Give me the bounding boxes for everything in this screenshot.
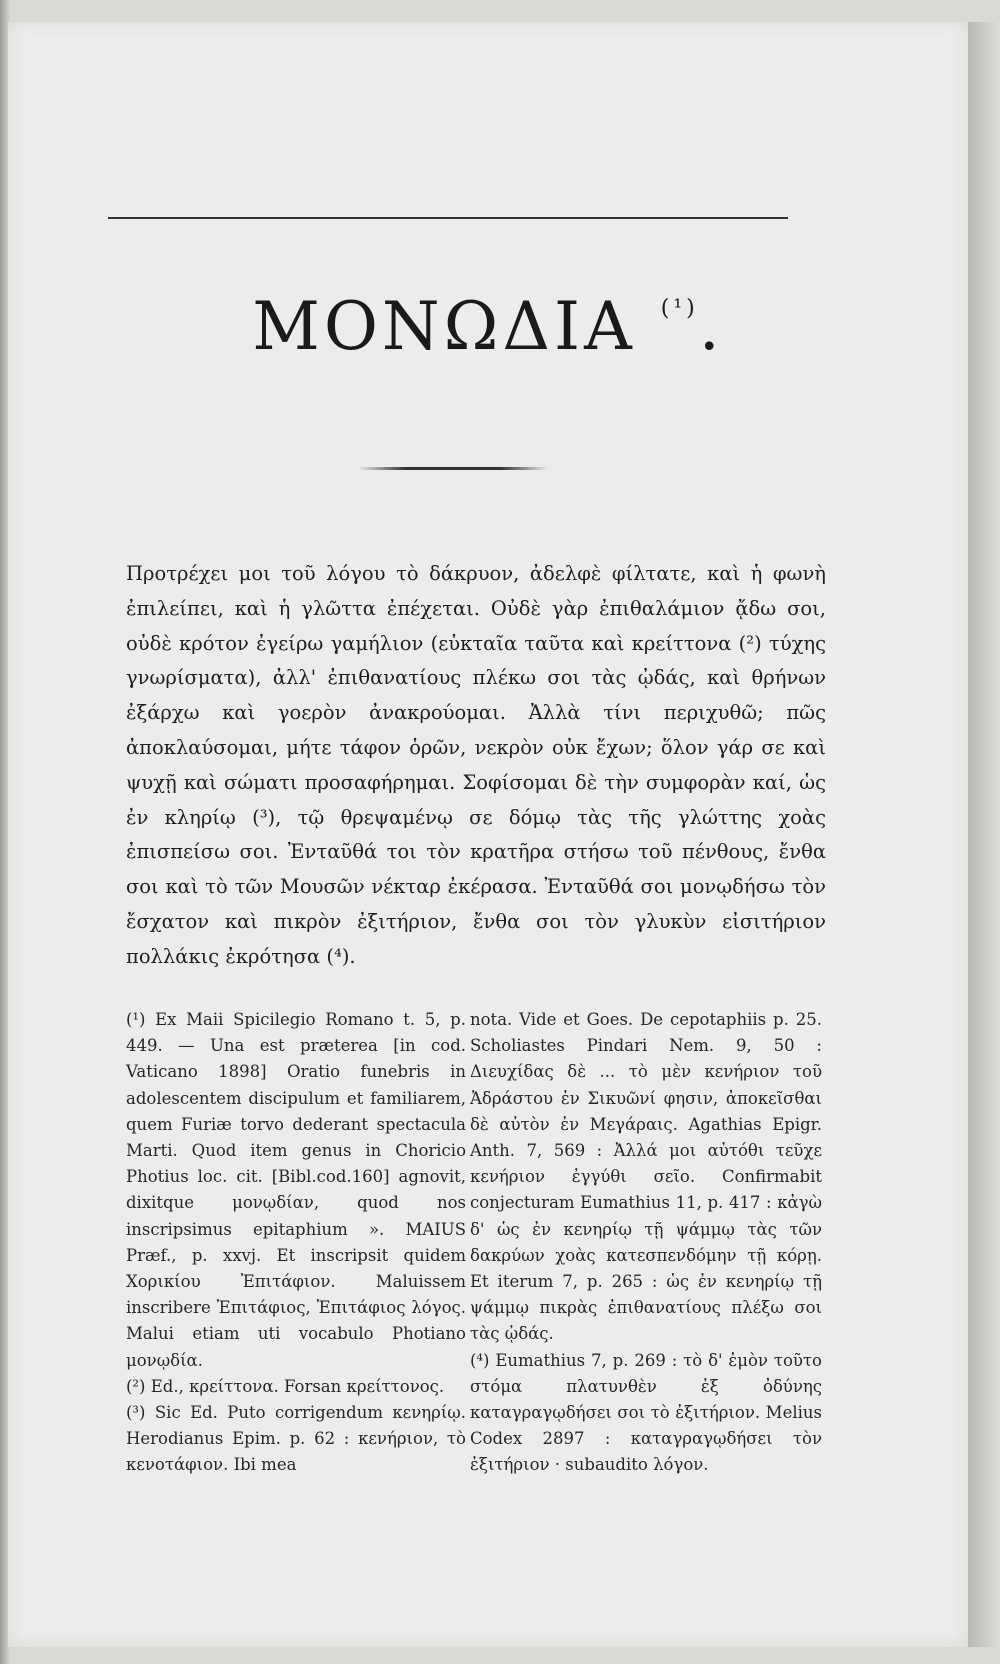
title-note-marker: (¹) (660, 296, 699, 321)
book-page (8, 22, 968, 1647)
footnotes-left-column (126, 1007, 466, 1479)
ornamental-rule (358, 467, 548, 470)
header-rule (108, 217, 788, 219)
footnote: nota. Vide et Goes. De cepotaphiis p. 25. Scholiastes Pindari Nem. 9, 50 : Διευχίδας δὲ ... τὸ μὲν κενήριον τοῦ Ἀδράστου ἐν Σικυῶνί φησιν, ἀποκεῖσθαι δὲ αὐτὸν ἐν Μεγάραις. Agathias Epigr. Anth. 7, 569 : Ἀλλά μοι αὐτόθι τεῦχε κενήριον ἐγγύθι σεῖο. Confirmabit conjecturam Eumathius 11, p. 417 : κἀγὼ δ' ὡς ἐν κενηρίῳ τῇ ψάμμῳ τὰς τῶν δακρύων χοὰς κατεσπενδόμην τῇ κόρῃ. Et iterum 7, p. 265 : ὡς ἐν κενηρίῳ τῇ ψάμμῳ πικρὰς ἐπιθανατίους πλέξω σοι τὰς ᾠδάς. (470, 1010, 822, 1344)
footnote: (²) Ed., κρείττονα. Forsan κρείττονος. (126, 1376, 445, 1396)
footnote: (³) Sic Ed. Puto corrigendum κενηρίῳ. Herodianus Epim. p. 62 : κενήριον, τὸ κενοτάφιον. Ibi mea (126, 1403, 466, 1475)
page-edge (968, 22, 1000, 1647)
footnote: (¹) Ex Maii Spicilegio Romano t. 5, p. 449. — Una est præterea [in cod. Vaticano 1898] Oratio funebris in adolescentem discipulum et familiarem, quem Furiæ torvo dederant spectacula Marti. Quod item genus in Choricio Photius loc. cit. [Bibl.cod.160] agnovit, dixitque μονῳδίαν, quod nos inscripsimus epitaphium ». MAIUS Præf., p. xxvj. Et inscripsit quidem Χορικίου Ἐπιτάφιον. Maluissem inscribere Ἐπιτάφιος, Ἐπιτάφιος λόγος. Malui etiam uti vocabulo Photiano μονῳδία. (126, 1010, 466, 1370)
title-end: . (698, 288, 724, 365)
page-title (8, 288, 968, 365)
footnote: (⁴) Eumathius 7, p. 269 : τὸ δ' ἐμὸν τοῦτο στόμα πλατυνθὲν ἐξ ὀδύνης καταγραγῳδήσει σοι τὸ ἐξιτήριον. Melius Codex 2897 : καταγραγῳδήσει τὸν ἐξιτήριον · subaudito λόγον. (470, 1350, 822, 1475)
main-text (126, 557, 826, 975)
footnotes-right-column (470, 1007, 822, 1479)
main-paragraph: Προτρέχει μοι τοῦ λόγου τὸ δάκρυον, ἀδελφὲ φίλτατε, καὶ ἡ φωνὴ ἐπιλείπει, καὶ ἡ γλῶττα ἐπέχεται. Οὐδὲ γὰρ ἐπιθαλάμιον ᾄδω σοι, οὐδὲ κρότον ἐγείρω γαμήλιον (εὐκταῖα ταῦτα καὶ κρείττονα (²) τύχης γνωρίσματα), ἀλλ' ἐπιθανατίους πλέκω σοι τὰς ᾠδάς, καὶ θρήνων ἐξάρχω καὶ γοερὸν ἀνακρούομαι. Ἀλλὰ τίνι περιχυθῶ; πῶς ἀποκλαύσομαι, μήτε τάφον ὁρῶν, νεκρὸν οὐκ ἔχων; ὅλον γάρ σε καὶ ψυχῇ καὶ σώματι προσαφήρημαι. Σοφίσομαι δὲ τὴν συμφορὰν καί, ὡς ἐν κληρίῳ (³), τῷ θρεψαμένῳ σε δόμῳ τὰς τῆς γλώττης χοὰς ἐπισπείσω σοι. Ἐνταῦθά τοι τὸν κρατῆρα στήσω τοῦ πένθους, ἔνθα σοι καὶ τὸ τῶν Μουσῶν νέκταρ ἐκέρασα. Ἐνταῦθά σοι μονῳδήσω τὸν ἔσχατον καὶ πικρὸν ἐξιτήριον, ἔνθα σοι τὸν γλυκὺν εἰσιτήριον πολλάκις ἐκρότησα (⁴). (126, 562, 826, 968)
title-text: ΜΟΝΩΔΙΑ (252, 288, 636, 365)
